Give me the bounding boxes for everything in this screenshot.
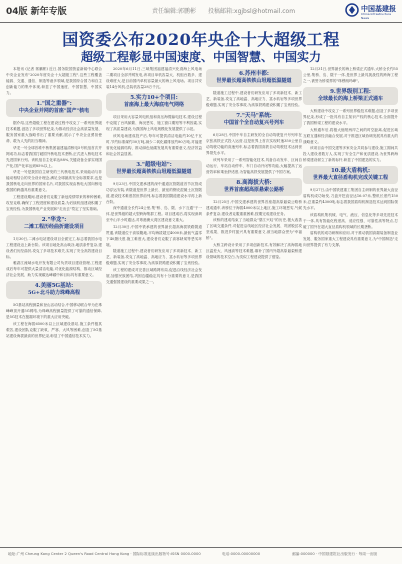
paragraph: 盾构机的成功研制和应用,对于推动我国高端装备制造业发展、服务国家重大工程建设具有重要意义,为"中国制造"走向世界提供了有力支撑。 xyxy=(303,231,398,247)
section-title: 中央企业并网的首座"国产"核电 xyxy=(18,108,90,114)
section-heading-10 xyxy=(303,166,398,184)
paragraph: 该工程在海拔6500米以上区域建设基站,施工条件极其艰苦,建设团队克服了缺氧、严寒、大风等困难,创造了5G基站建设海拔最高的世界纪录,彰显了中国通信技术实力。 xyxy=(6,321,102,338)
column-4 xyxy=(303,66,398,541)
paragraph: 9月23日,中国交建承建的深中通道沉管隧道首节沉管成功浮运安装,该隧道是世界上最长、最宽的钢壳混凝土沉管隧道,建设技术难度居世界前列,标志着我国隧道建设水平再上新台阶。 xyxy=(106,181,202,204)
section-number: 10.最大盾构机: xyxy=(330,168,371,174)
section-number: 9.世界级别工程: xyxy=(330,89,371,95)
paragraph: 9月27日,由中国铁建重工集团自主研制的世界最大直径盾构机成功始发,刀盘开挖直径达16.07米,整机长度约150米,总重量约4300吨,标志着我国盾构机制造技术达到国际领先水平。 xyxy=(303,188,398,210)
section-number: 6.苏州丰都: xyxy=(239,71,269,77)
paragraph: 该桥的建成结束了当地群众"望江兴叹"的历史,极大改善了区域交通条件,对促进沿线地区经济社会发展、巩固脱贫攻坚成果、推进乡村振兴具有重要意义,被当地群众誉为"幸福桥"。 xyxy=(206,218,302,240)
paragraph: 2020年6月11日,三峡集团福建福清兴化湾海上风电场二期项目全部并网发电,该项目单机容量大、机组台数多、建设难度大,是目前国内单机容量最大的海上风电场。项目共安装14台风机,总装机容量28万千瓦。 xyxy=(106,67,202,89)
paragraph: 据介绍,这些超级工程在建设过程中攻克了一系列世界级技术难题,创造了多项世界纪录,为推动经济社会高质量发展、服务国家重大战略作出了重要贡献,展示了中央企业勇担使命、敢为人先的担当精神。 xyxy=(6,121,102,143)
column-1 xyxy=(6,66,102,541)
page-label: 04版 新年专版 xyxy=(6,7,67,17)
section-heading-1 xyxy=(6,99,102,117)
paragraph: 工程建设期间,建设者们克服了新冠疫情带来的种种困难,攻坚克难,确保了工程进度和建设质量,为后续机组建设积累了宝贵经验,为我国核电产业发展和"走出去"奠定了坚实基础。 xyxy=(6,194,102,211)
footer-address: 地址:广州 Cheung Kong Center 2 Queen's Road Central Hong Kong · 国际标准连续出版物号:ISSN 0000-0000 xyxy=(8,552,201,556)
paragraph: 6月28日,中国中车自主研发的全自动驾驶复兴号列车在京张高铁正式投入运营,这是世界上首次实现时速350公里自动驾驶功能的高速列车,标志着我国高铁自动驾驶技术达到世界领先水平。 xyxy=(206,133,302,155)
paragraph: 1月30日,二滩水电站建设项目全面完工,标志着我国水电工程建设迈上新台阶。该项目地处高山峡谷,地质条件复杂,建设者们历经曲折,攻克了多项技术难关,实现了安全高效建设目标。 xyxy=(6,236,102,259)
paragraph: 12月25日,中国交建承建的世界首座超高原悬索公路桥建成通车,该桥位于海拔4000米以上地区,施工环境恶劣,气候条件复杂,建设者克服重重困难,按期完成建设任务。 xyxy=(206,199,302,216)
section-title: 首座海上最大海底电气网络 xyxy=(123,102,184,108)
section-heading-6 xyxy=(206,69,302,87)
paragraph: 项目采用大容量风电机组和高压海缆输电技术,建设过程中克服了台风频繁、海况恶劣、施工窗口期短等不利因素,实现了高质量建设,为我国海上风电规模化发展提供了示范。 xyxy=(106,115,202,131)
paragraph: 大桥通车后,将极大缩短两岸之间的时空距离,促进区域互联互通和经济融合发展,对于推进区域协调发展具有重大的战略意义。 xyxy=(303,127,398,144)
paragraph: 隧道施工过程中,建设者们研发应用了多项新技术、新工艺、新装备,攻克了高地温、高地应力、富水软岩等多项世界级难题,实现了安全零事故,为高原铁路建设积累了宝贵经验。 xyxy=(106,249,202,265)
paragraph: 华龙一号全球首堆中核集团福建福清核电5号机组首次并网成功,标志着我国打破国外核电技术垄断,正式进入核电技术先进国家行列。该机组自主化率达88%,关键设备全部实现国产化,国产化率达到85%以上。 xyxy=(6,145,102,168)
footer-phone: 电话:0000-00000000 xyxy=(222,552,261,556)
section-number: 8.高海拔大桥: xyxy=(236,179,272,186)
column-3 xyxy=(206,66,302,541)
page-footer xyxy=(0,547,402,564)
section-heading-3 xyxy=(106,160,202,178)
footer-postcode: 邮编:000000 · 中国基建报社出版发行 · 每周一出版 xyxy=(292,552,378,556)
section-title: 世界首座超高原悬索公路桥 xyxy=(223,186,284,193)
section-title: 世界最大直径盾构机完成关键工程 xyxy=(312,175,388,181)
paragraph: 该盾构机集机械、电气、液压、信息化等多项先进技术于一体,具有智能化程度高、适应性强、可靠性高等特点,打破了国外在超大直径盾构机领域的长期垄断。 xyxy=(303,212,398,229)
paragraph: 大桥建设中攻克了一系列世界级技术难题,创造了多项世界纪录,形成了一批具有自主知识产权的核心技术,全面提升了我国桥梁工程的建设水平。 xyxy=(303,109,398,125)
newspaper-logo xyxy=(345,3,399,19)
paragraph: 本报讯 (记者 郭鹏彬) 近日,国务院国资委新闻中心联合中央企业发布"2020年度央企十大超级工程",这些工程覆盖能源、交通、通信、制造等诸多领域,是我国综合国力和自主创新能力的集中体现,彰显了中国速度、中国智慧、中国实力。 xyxy=(6,67,102,95)
paragraph: 大桥主跨设计采用了多项创新技术,有效解决了高海拔地区温差大、风速高等技术难题,填补了国内外超高原悬索桥建设领域的技术空白,为类似工程建设提供了借鉴。 xyxy=(206,242,302,259)
section-heading-9 xyxy=(303,87,398,105)
section-heading-8 xyxy=(206,178,302,196)
paragraph: 该项目由中国交建等多家央企共同参与建设,施工期间共投入建设者数万人,实现了安全生产和优质建设,为世界跨海桥梁建设树立了新的标杆,彰显了中国建造的实力。 xyxy=(303,146,398,162)
paragraph: 5G基站高程测量和登山活动结合,中国移动联合华为在珠峰峰顶开通5G网络,为珠峰高程测量提供了可靠的通信保障,是5G技术在极端环境下的重大应用突破。 xyxy=(6,303,102,319)
section-number: 7."天马"系统: xyxy=(236,113,272,119)
section-number: 2."华龙": xyxy=(41,216,67,223)
section-number: 3."超级电站": xyxy=(136,161,172,168)
page-header xyxy=(0,0,402,23)
section-heading-2 xyxy=(6,215,102,233)
page-subtitle: 超级工程彰显中国速度、中国智慧、中国实力 xyxy=(80,50,321,64)
email-label: 投稿邮箱:xgjbsl@hotmail.com xyxy=(208,8,296,15)
editor-label: 责任编辑:郭鹏彬 xyxy=(152,8,197,15)
logo-subtitle: China Infrastructure News xyxy=(361,12,392,20)
paragraph: 12月31日,世界最长的海上桥梁正式通车,大桥全长约55公里,集桥、岛、隧于一体,是世界上最具挑战性的跨海工程之一,被誉为桥梁界的"珠穆朗玛峰"。 xyxy=(303,67,398,83)
section-title: 世界最长超高铁铁山坦超低温隧道 xyxy=(116,168,192,175)
section-number: 1."国之重器": xyxy=(36,101,72,107)
paragraph: 该风电场建成投产后,每年可提供清洁电能约10亿千瓦时,节约标准煤约30万吨,减少二氧化碳排放约80万吨,对福建省优化能源结构、推动绿色低碳发展具有重要意义,经济效益和社会效益显著。 xyxy=(106,133,202,156)
logo-emblem-icon xyxy=(345,3,359,17)
page-title: 国资委公布2020年央企十大超级工程 xyxy=(62,30,340,49)
paragraph: 该列车采用了一系列智能化技术,具备自动发车、区间自动运行、车站自动停车、车门自动开闭等功能,大幅提高了运营效率和乘坐舒适度,为智能高铁发展提供了中国方案。 xyxy=(206,157,302,174)
section-title: 中国首个全自动复兴号列车 xyxy=(223,120,284,126)
paragraph: 该工程的建成对完善区域路网布局,促进沿线经济社会发展,加强民族团结,巩固边疆稳定具有十分重要的意义,是我国交通强国建设的重要成果之一。 xyxy=(106,267,202,284)
section-heading-7 xyxy=(206,111,302,129)
section-title: 5G+北斗助力珠峰高程 xyxy=(28,290,80,296)
paragraph: 12月30日,中国中铁承建的世界最长超高海拔铁路隧道贯通,该隧道位于高原腹地,平均海拔超过4000米,最低气温零下40摄氏度,施工难度大,建设者们克服了高寒缺氧等恶劣环境。 xyxy=(106,224,202,247)
paragraph: 深中通道全长约24公里,集"桥、岛、隧、水下互通"于一体,是世界级的超大型跨海集群工程。项目建成后,将实现深圳至中山半小时通达,对粤港澳大湾区建设意义重大。 xyxy=(106,206,202,222)
section-title: 世界最长超高铁铁山坦超低温隧道 xyxy=(216,78,292,84)
section-title: 全球最长的海上桥梁正式通车 xyxy=(317,96,383,102)
paragraph: 华龙一号是我国自主研发的三代核电技术,采用能动与非能动相结合的安全设计理念,满足全球最高安全标准要求,也是我国核电走向世界的国家名片,对我国实现由核电大国向核电强国的跨越具有重要意义。 xyxy=(6,170,102,192)
column-2 xyxy=(106,66,202,541)
paragraph: 隧道施工过程中,建设者们研发应用了多项新技术、新工艺、新装备,攻克了高地温、高地应力、富水软岩等多项世界级难题,实现了安全零事故,为高原铁路建设积累了宝贵经验。 xyxy=(206,91,302,107)
section-number: 5.实力10+个项目: xyxy=(130,95,178,101)
section-heading-5 xyxy=(106,93,202,111)
paragraph: 雅砻江流域水电开发有限公司负责项目建设管理,工程建成后每年可提供大量清洁电能,对优化能源结构、推动区域经济社会发展、助力实现碳达峰碳中和目标具有重要意义。 xyxy=(6,261,102,277)
logo-name: 中国基建报 xyxy=(361,5,396,13)
section-title: 二滩工程历经曲折建设项目 xyxy=(23,223,84,230)
section-heading-4 xyxy=(6,281,102,299)
section-number: 4.美丽5G基站: xyxy=(34,283,74,289)
